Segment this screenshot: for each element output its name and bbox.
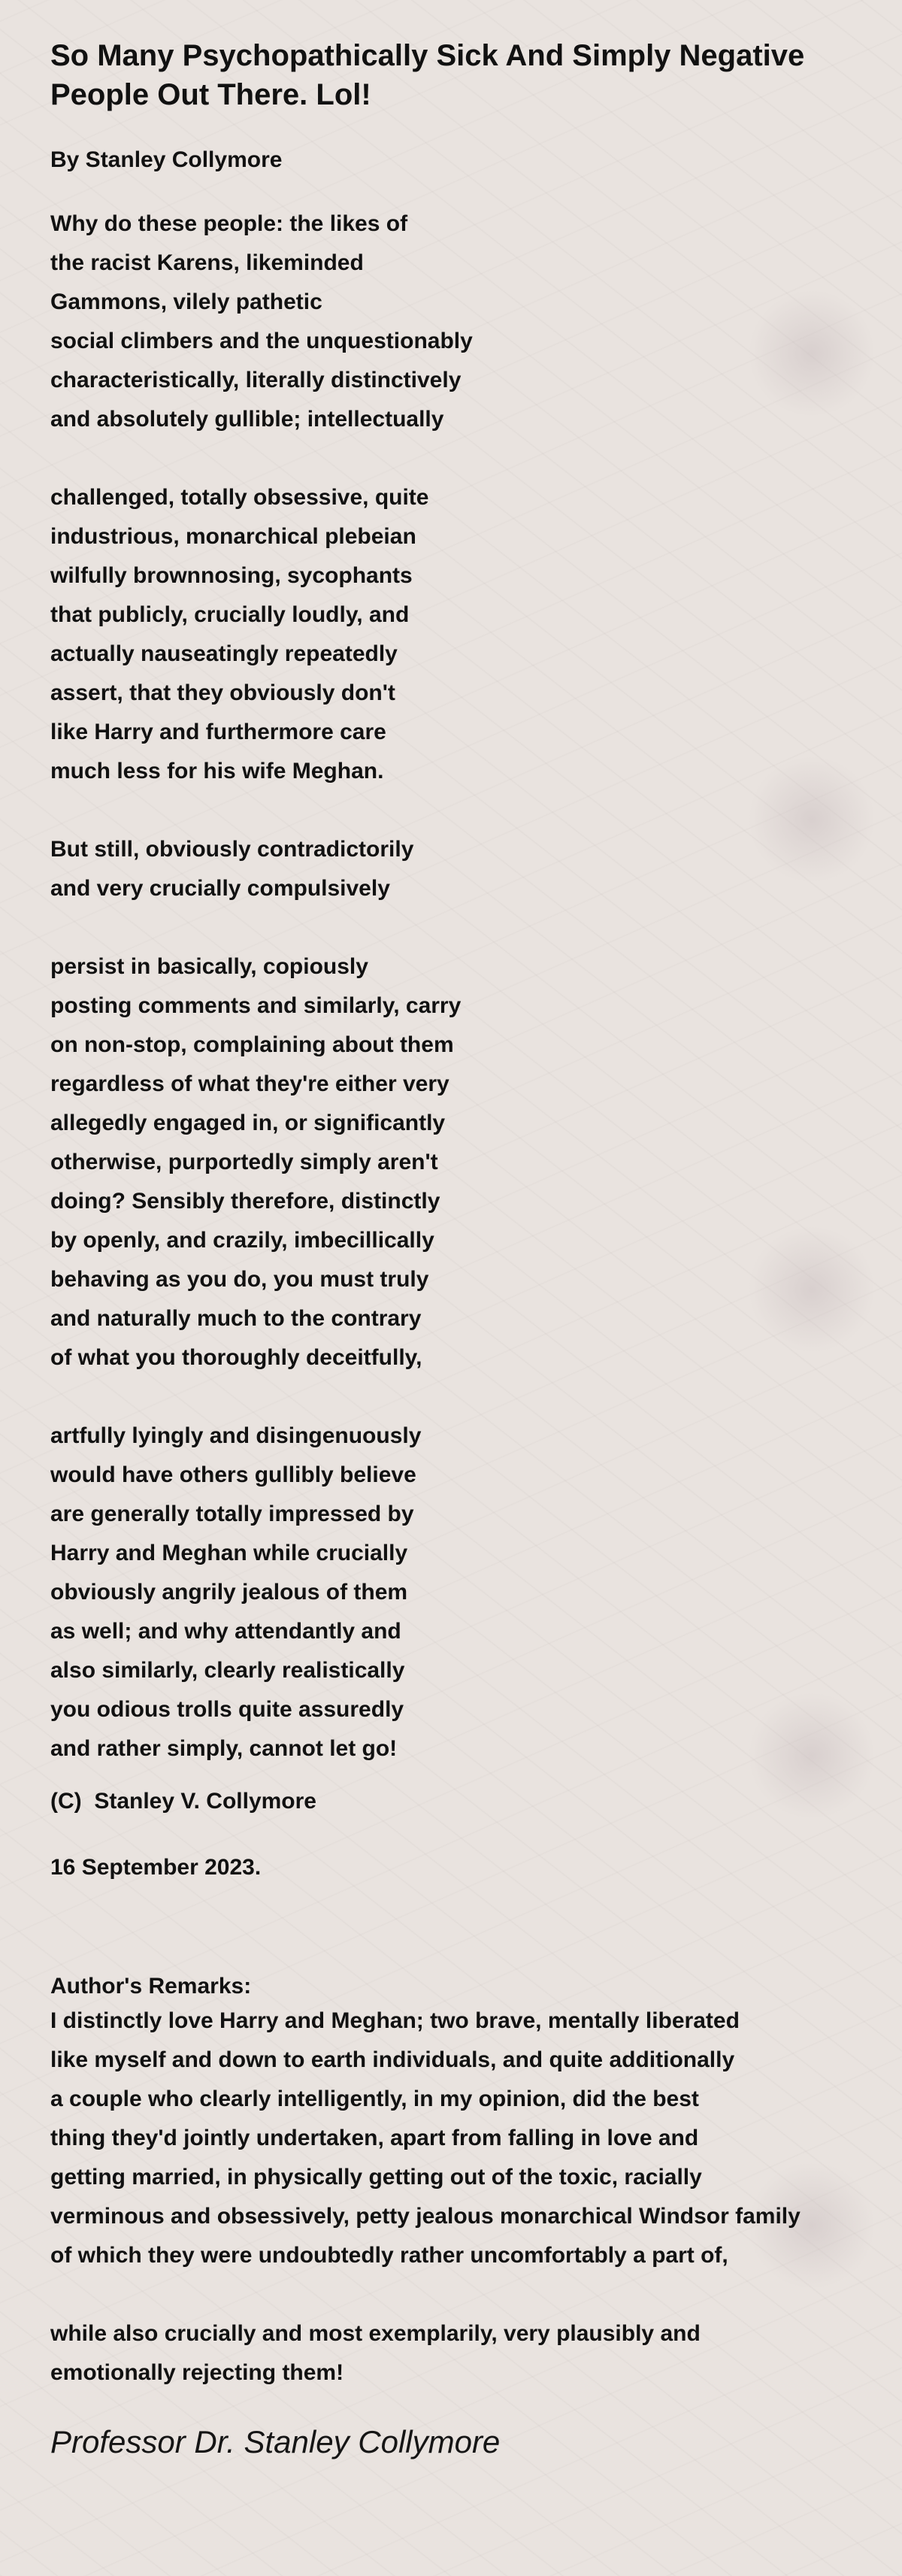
- poem-line: obviously angrily jealous of them: [50, 1580, 408, 1605]
- remarks-line: verminous and obsessively, petty jealous monarchical Windsor family: [50, 2204, 801, 2229]
- poem-line: on non-stop, complaining about them: [50, 1032, 454, 1057]
- poem-body: [50, 205, 862, 1768]
- poem-line: posting comments and similarly, carry: [50, 993, 462, 1018]
- poem-title: So Many Psychopathically Sick And Simply Negative People Out There. Lol!: [50, 39, 805, 111]
- poem-line: are generally totally impressed by: [50, 1502, 414, 1526]
- remarks-line: of which they were undoubtedly rather uncomfortably a part of,: [50, 2243, 728, 2268]
- poem-line: Gammons, vilely pathetic: [50, 289, 322, 314]
- poem-line: regardless of what they're either very: [50, 1071, 449, 1096]
- authors-remarks: [50, 1971, 862, 2393]
- poem-line: artfully lyingly and disingenuously: [50, 1423, 422, 1448]
- poem-line: and very crucially compulsively: [50, 876, 390, 901]
- poem-line: and absolutely gullible; intellectually: [50, 407, 444, 432]
- poem-byline: By Stanley Collymore: [50, 147, 283, 172]
- poem-line: social climbers and the unquestionably: [50, 329, 473, 353]
- remarks-line: while also crucially and most exemplarily, very plausibly and: [50, 2321, 701, 2346]
- poem-line: Why do these people: the likes of: [50, 211, 408, 236]
- remarks-paragraph-2: [50, 2314, 862, 2393]
- poem-line: persist in basically, copiously: [50, 954, 368, 979]
- remarks-line: thing they'd jointly undertaken, apart from falling in love and: [50, 2126, 699, 2150]
- stanza-2: [50, 478, 862, 791]
- poem-line: the racist Karens, likeminded: [50, 250, 364, 275]
- poem-line: by openly, and crazily, imbecillically: [50, 1228, 434, 1253]
- remarks-line: like myself and down to earth individuals, and quite additionally: [50, 2047, 735, 2072]
- poem-line: as well; and why attendantly and: [50, 1619, 401, 1644]
- stanza-3: [50, 830, 862, 908]
- poem-line: otherwise, purportedly simply aren't: [50, 1150, 438, 1174]
- poem-line: of what you thoroughly deceitfully,: [50, 1345, 422, 1370]
- remarks-paragraph-1: [50, 2002, 862, 2275]
- poem-line: But still, obviously contradictorily: [50, 837, 414, 862]
- poem-line: you odious trolls quite assuredly: [50, 1697, 404, 1722]
- poem-line: and rather simply, cannot let go!: [50, 1736, 398, 1761]
- poem-line: wilfully brownnosing, sycophants: [50, 563, 413, 588]
- poem-line: like Harry and furthermore care: [50, 720, 386, 744]
- stanza-5: [50, 1417, 862, 1768]
- poem-line: doing? Sensibly therefore, distinctly: [50, 1189, 440, 1214]
- copyright-notice: (C) Stanley V. Collymore: [50, 1789, 316, 1814]
- poem-line: challenged, totally obsessive, quite: [50, 485, 429, 510]
- poem-line: assert, that they obviously don't: [50, 680, 395, 705]
- poem-line: that publicly, crucially loudly, and: [50, 602, 410, 627]
- poem-line: Harry and Meghan while crucially: [50, 1541, 408, 1565]
- poem-line: and naturally much to the contrary: [50, 1306, 422, 1331]
- poem-line: industrious, monarchical plebeian: [50, 524, 416, 549]
- poem-line: also similarly, clearly realistically: [50, 1658, 405, 1683]
- poem-line: behaving as you do, you must truly: [50, 1267, 429, 1292]
- poem-line: actually nauseatingly repeatedly: [50, 641, 398, 666]
- poem-line: characteristically, literally distinctively: [50, 368, 462, 392]
- poem-line: would have others gullibly believe: [50, 1462, 416, 1487]
- remarks-heading: Author's Remarks:: [50, 1974, 252, 1999]
- remarks-line: I distinctly love Harry and Meghan; two brave, mentally liberated: [50, 2008, 740, 2033]
- poem-date: 16 September 2023.: [50, 1855, 262, 1880]
- poem-line: much less for his wife Meghan.: [50, 759, 384, 783]
- stanza-4: [50, 947, 862, 1377]
- poem-page: [50, 36, 862, 2462]
- stanza-1: [50, 205, 862, 439]
- poem-line: allegedly engaged in, or significantly: [50, 1111, 446, 1135]
- author-signature: Professor Dr. Stanley Collymore: [50, 2424, 501, 2459]
- remarks-line: getting married, in physically getting out of the toxic, racially: [50, 2165, 702, 2190]
- remarks-line: a couple who clearly intelligently, in my opinion, did the best: [50, 2087, 699, 2111]
- remarks-line: emotionally rejecting them!: [50, 2360, 344, 2385]
